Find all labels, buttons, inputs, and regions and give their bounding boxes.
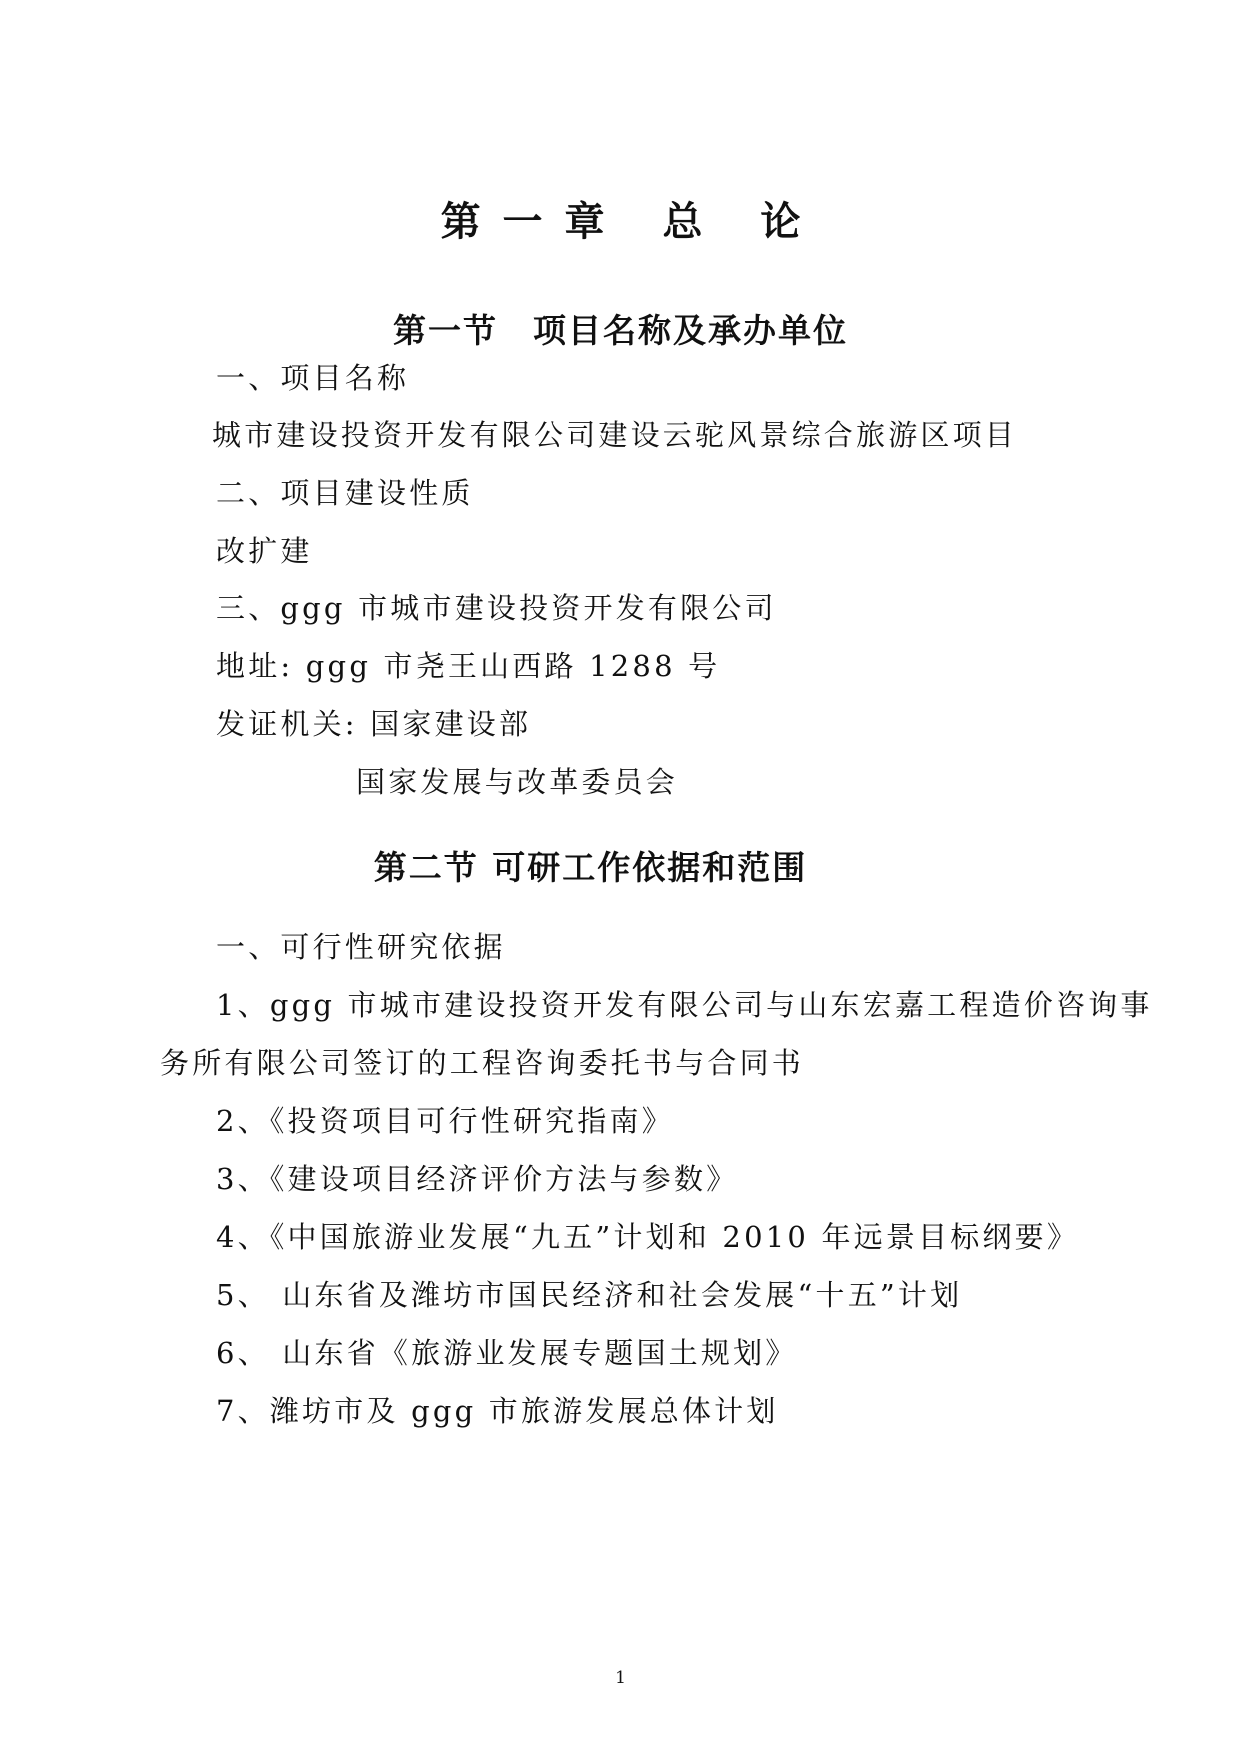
section-2-line-2: 1、ggg 市城市建设投资开发有限公司与山东宏嘉工程造价咨询事 <box>216 988 1153 1022</box>
section-2-line-5: 3、《建设项目经济评价方法与参数》 <box>216 1162 739 1196</box>
section-2-line-4: 2、《投资项目可行性研究指南》 <box>216 1104 674 1138</box>
section-2-line-7: 5、 山东省及潍坊市国民经济和社会发展“十五”计划 <box>216 1278 963 1312</box>
section-1-line-5: 三、ggg 市城市建设投资开发有限公司 <box>216 591 777 625</box>
page-number: 1 <box>615 1668 626 1688</box>
section-1-line-7: 发证机关: 国家建设部 <box>216 707 532 741</box>
section-1-title: 第一节 项目名称及承办单位 <box>393 311 848 350</box>
section-2-title: 第二节 可研工作依据和范围 <box>373 848 808 887</box>
chapter-title: 第一章 总 论 <box>440 199 823 245</box>
section-1-line-2: 城市建设投资开发有限公司建设云驼风景综合旅游区项目 <box>212 418 1018 452</box>
section-2-line-8: 6、 山东省《旅游业发展专题国土规划》 <box>216 1336 798 1370</box>
section-2-line-3: 务所有限公司签订的工程咨询委托书与合同书 <box>160 1046 805 1080</box>
section-1-line-8: 国家发展与改革委员会 <box>356 765 679 799</box>
section-1-line-4: 改扩建 <box>216 534 313 568</box>
section-2-line-9: 7、潍坊市及 ggg 市旅游发展总体计划 <box>216 1394 779 1428</box>
section-2-line-1: 一、可行性研究依据 <box>216 930 506 964</box>
section-1-line-6: 地址: ggg 市尧王山西路 1288 号 <box>216 649 721 683</box>
section-2-line-6: 4、《中国旅游业发展“九五”计划和 2010 年远景目标纲要》 <box>216 1220 1080 1254</box>
section-1-line-3: 二、项目建设性质 <box>216 476 474 510</box>
section-1-line-1: 一、项目名称 <box>216 361 410 395</box>
